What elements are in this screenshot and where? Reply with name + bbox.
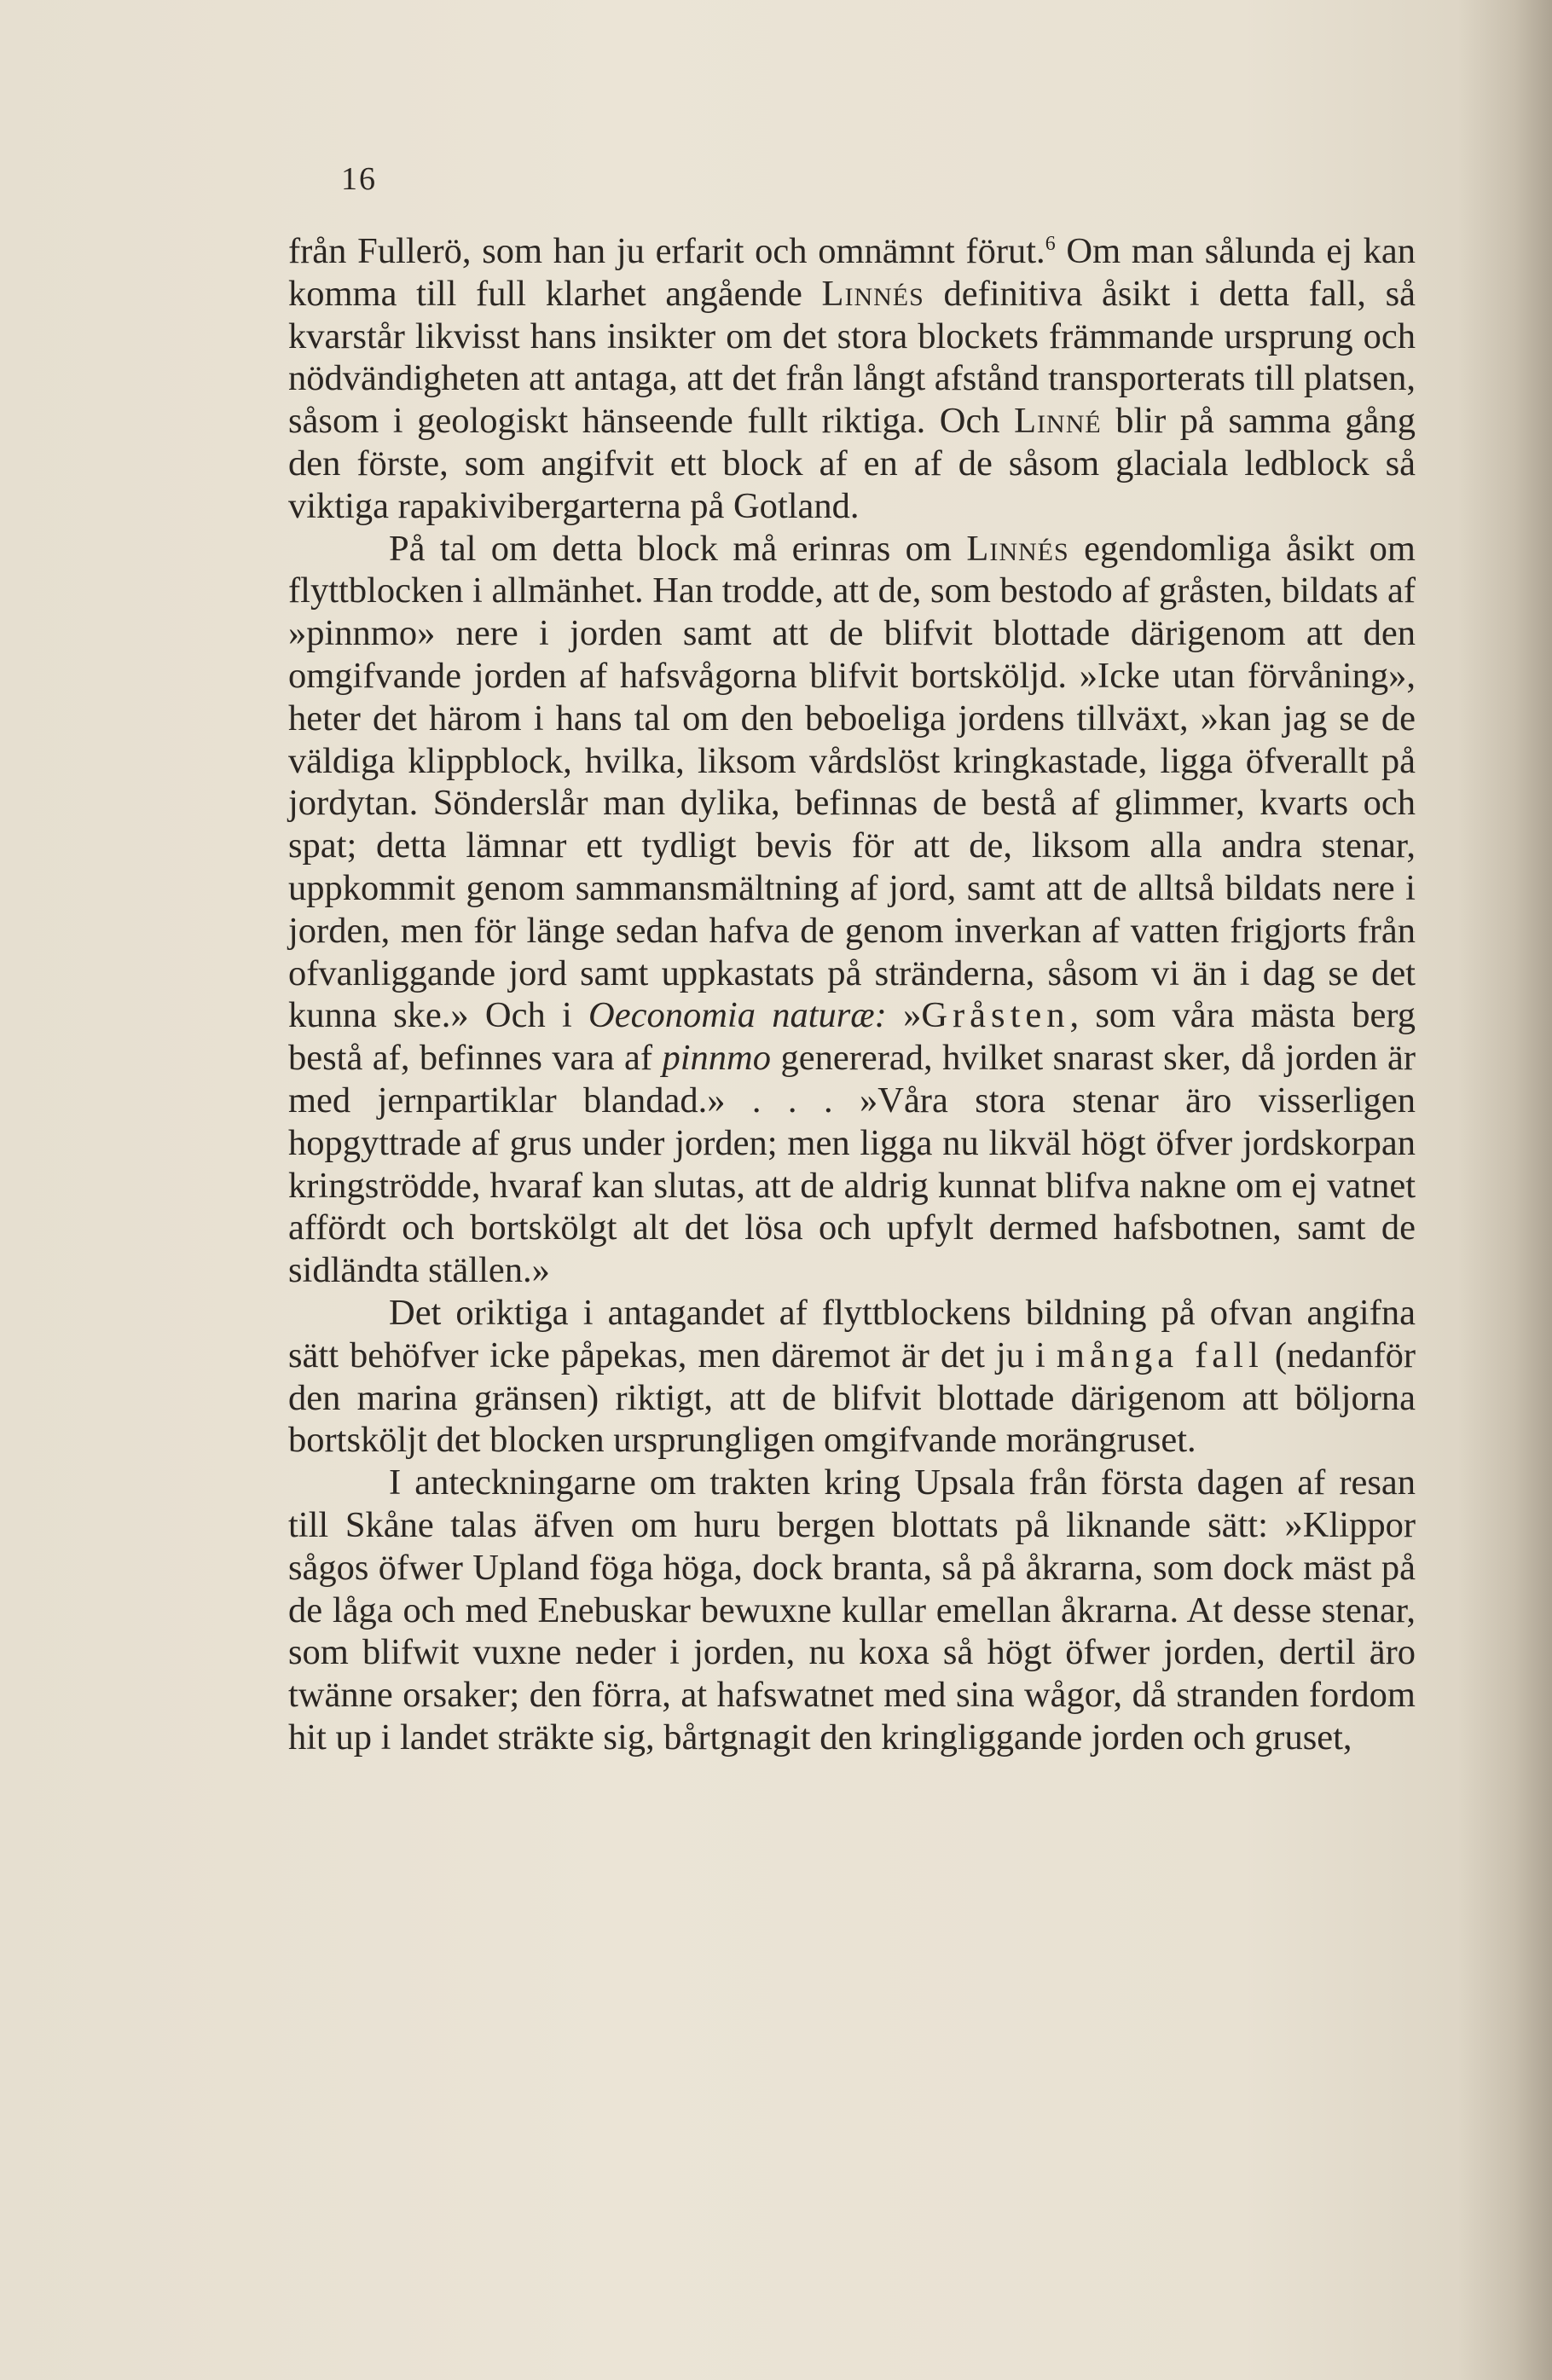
text-run: genererad, hvilket snarast sker, då jorden är med jernpartiklar blandad.» . . . »Våra stora stenar äro visserligen hopgyttrade af grus under jorden; men ligga nu likväl högt öfver jordskorpan kringströdde, hvaraf kan slutas, att de aldrig kunnat blifva nakne om ej vatnet affördt och bortskölgt alt det lösa och upfylt dermed hafsbotnen, samt de sidländta ställen.» [288, 1038, 1416, 1291]
small-caps-name: Linnés [821, 273, 924, 314]
small-caps-name: Linné [1014, 401, 1102, 442]
paragraph [288, 528, 1416, 1292]
text-run: Det oriktiga i antagandet af flyttblockens bildning på ofvan angifna sätt behöfver icke påpekas, men däremot är det ju i [288, 1292, 1416, 1375]
spaced-text: Gråsten [921, 995, 1070, 1036]
text-run: På tal om detta block må erinras om [389, 528, 967, 569]
italic-text: pinnmo [662, 1038, 771, 1079]
spaced-text: många fall [1056, 1335, 1264, 1375]
text-run: (nedanför den marina gränsen) riktigt, att de blifvit blottade därigenom att böljorna bortsköljt det blocken ursprungligen omgifvande morängruset. [288, 1335, 1416, 1461]
italic-text: Oeconomia naturæ: [588, 995, 887, 1036]
small-caps-name: Linnés [966, 528, 1069, 569]
paragraph [288, 1292, 1416, 1462]
body-text [288, 230, 1416, 1759]
text-run: från Fullerö, som han ju erfarit och omnämnt förut. [288, 231, 1045, 271]
text-run: definitiva åsikt i detta fall, så kvarstår likvisst hans insikter om det stora blockets främmande ursprung och nödvändigheten att antaga, att det från långt afstånd transporterats till platsen, såsom i geologiskt hänseende fullt riktiga. Och [288, 273, 1416, 442]
page-edge-shadow [1458, 0, 1552, 2380]
paragraph [288, 1462, 1416, 1759]
text-run: » [886, 995, 922, 1036]
paragraph [288, 230, 1416, 528]
text-run: , som våra mästa berg bestå af, befinnes vara af [288, 995, 1416, 1079]
footnote-marker: 6 [1045, 232, 1056, 255]
text-run: I anteckningarne om trakten kring Upsala från första dagen af resan till Skåne talas äfven om huru bergen blottats på liknande sätt: »Klippor sågos öfwer Upland föga höga, dock branta, så på åkrarna, som dock mäst på de låga och med Enebuskar bewuxne kullar emellan åkrarna. At desse stenar, som blifwit vuxne neder i jorden, nu koxa så högt öfwer jorden, dertil äro twänne orsaker; den förra, at hafswatnet med sina wågor, då stranden fordom hit up i landet sträkte sig, bårtgnagit den kringliggande jorden och gruset, [288, 1462, 1416, 1757]
page-number: 16 [341, 161, 377, 197]
text-run: egendomliga åsikt om flyttblocken i allmänhet. Han trodde, att de, som bestodo af gråsten, bildats af »pinnmo» nere i jorden samt att de blifvit blottade därigenom att den omgifvande jorden af hafsvågorna blifvit bortsköljd. »Icke utan förvåning», heter det härom i hans tal om den beboeliga jordens tillväxt, »kan jag se de väldiga klippblock, hvilka, liksom vårdslöst kringkastade, ligga öfverallt på jordytan. Sönderslår man dylika, befinnas de bestå af glimmer, kvarts och spat; detta lämnar ett tydligt bevis för att de, liksom alla andra stenar, uppkommit genom sammansmältning af jord, samt att de alltså bildats nere i jorden, men för länge sedan hafva de genom inverkan af vatten frigjorts från ofvanliggande jord samt uppkastats på stränderna, såsom vi än i dag se det kunna ske.» Och i [288, 528, 1416, 1036]
text-run: Om man sålunda ej kan komma till full klarhet angående [288, 231, 1416, 314]
text-run: blir på samma gång den förste, som angifvit ett block af en af de såsom glaciala ledblock så viktiga rapakivibergarterna på Gotland. [288, 401, 1416, 526]
